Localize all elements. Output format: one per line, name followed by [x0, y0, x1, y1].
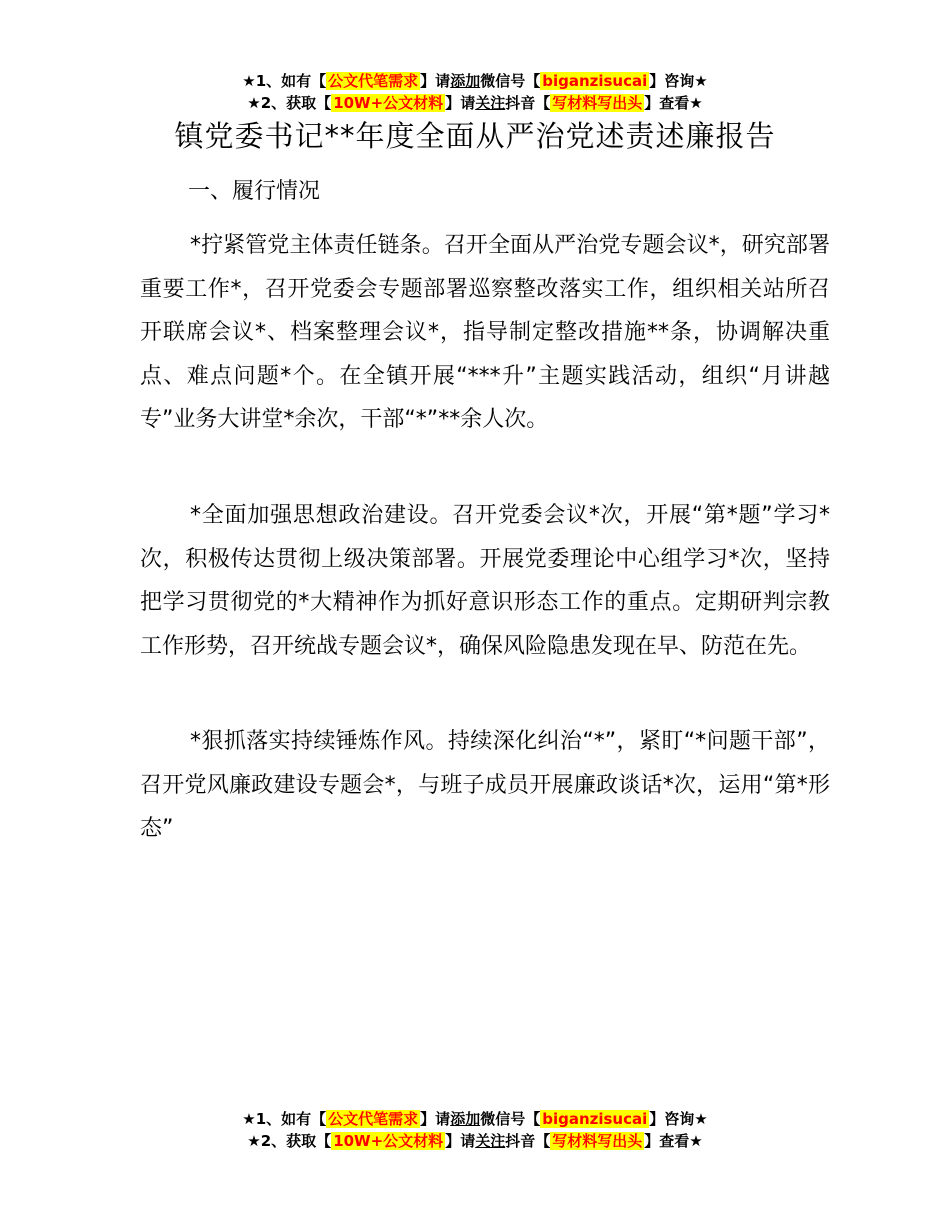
promo-text: 抖音【: [505, 1132, 551, 1150]
header-promo-banner: [0, 70, 950, 114]
promo-text: 】请: [420, 1110, 451, 1128]
promo-highlight: 10W+公文材料: [333, 94, 444, 112]
promo-text: 微信号【: [480, 72, 541, 90]
promo-text: 】请: [445, 94, 476, 112]
promo-line-1: [0, 1108, 950, 1130]
promo-text: ★1、如有【: [242, 72, 327, 90]
promo-douyin-id: 写材料写出头: [552, 94, 643, 112]
promo-text: 】咨询★: [649, 72, 708, 90]
promo-highlight: 10W+公文材料: [333, 1132, 444, 1150]
promo-text: ★2、获取【: [247, 1132, 332, 1150]
promo-text: 】查看★: [644, 94, 703, 112]
promo-douyin-id: 写材料写出头: [552, 1132, 643, 1150]
promo-text: 微信号【: [480, 1110, 541, 1128]
body-paragraph: *全面加强思想政治建设。召开党委会议*次，开展“第*题”学习*次，积极传达贯彻上级决策部署。开展党委理论中心组学习*次，坚持把学习贯彻党的*大精神作为抓好意识形态工作的重点。定期研判宗教工作形势，召开统战专题会议*，确保风险隐患发现在早、防范在先。: [140, 503, 830, 659]
footer-promo-banner: [0, 1108, 950, 1152]
promo-underline: 添加: [450, 1110, 481, 1128]
promo-text: ★2、获取【: [247, 94, 332, 112]
promo-highlight: 公文代笔需求: [328, 72, 419, 90]
body-paragraph: *拧紧管党主体责任链条。召开全面从严治党专题会议*，研究部署重要工作*，召开党委会专题部署巡察整改落实工作，组织相关站所召开联席会议*、档案整理会议*，指导制定整改措施**条，协调解决重点、难点问题*个。在全镇开展“***升”主题实践活动，组织“月讲越专”业务大讲堂*余次，干部“*”**余人次。: [140, 233, 830, 432]
promo-underline: 关注: [475, 1132, 506, 1150]
promo-text: ★1、如有【: [242, 1110, 327, 1128]
promo-line-1: [0, 70, 950, 92]
promo-line-2: [0, 92, 950, 114]
promo-wechat-id: biganzisucai: [542, 1110, 648, 1128]
section-heading: 一、履行情况: [188, 179, 321, 204]
body-paragraph: *狠抓落实持续锤炼作风。持续深化纠治“*”，紧盯“*问题干部”，召开党风廉政建设专题会*，与班子成员开展廉政谈话*次，运用“第*形态”: [140, 729, 830, 841]
promo-text: 抖音【: [505, 94, 551, 112]
promo-underline: 添加: [450, 72, 481, 90]
promo-line-2: [0, 1130, 950, 1152]
promo-text: 】请: [445, 1132, 476, 1150]
promo-text: 】咨询★: [649, 1110, 708, 1128]
promo-underline: 关注: [475, 94, 506, 112]
promo-text: 】查看★: [644, 1132, 703, 1150]
document-title: 镇党委书记**年度全面从严治党述责述廉报告: [174, 119, 776, 153]
promo-text: 】请: [420, 72, 451, 90]
promo-highlight: 公文代笔需求: [328, 1110, 419, 1128]
promo-wechat-id: biganzisucai: [542, 72, 648, 90]
